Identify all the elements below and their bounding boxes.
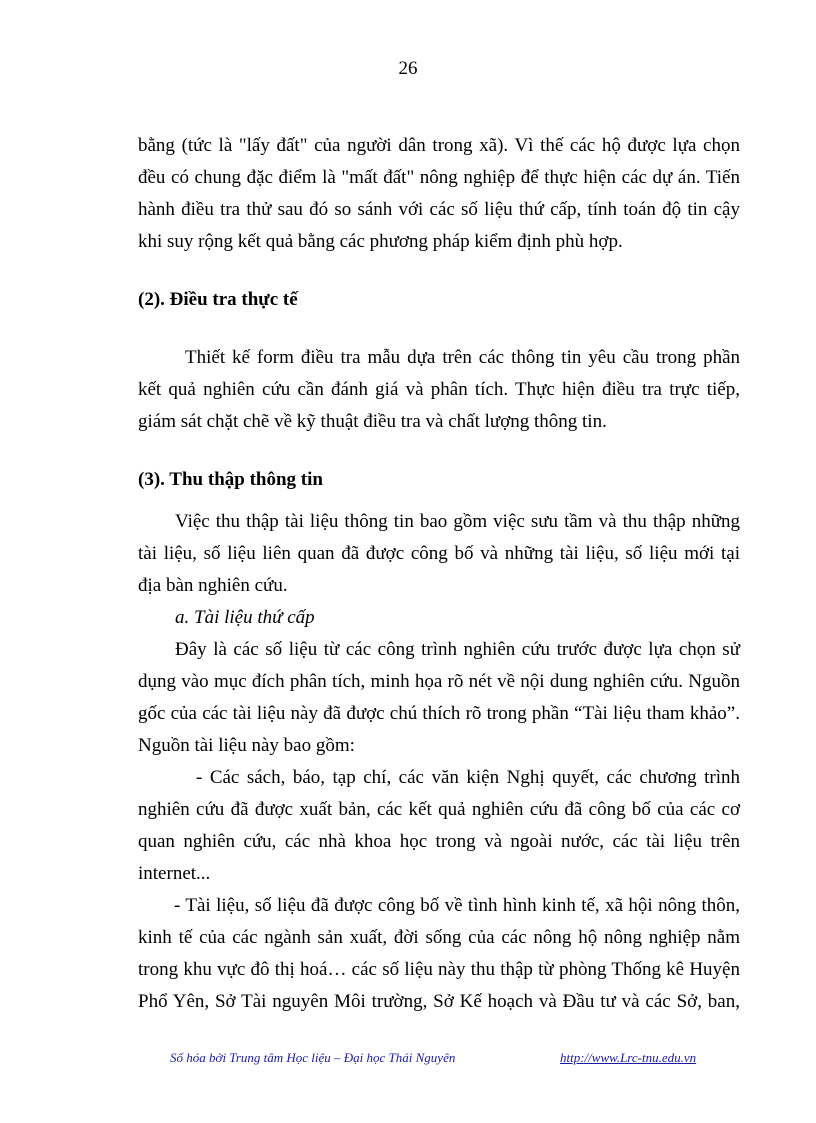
text-line: hành điều tra thử sau đó so sánh với các số liệu thứ cấp, tính toán độ tin cậy [138,199,740,220]
footer-link[interactable]: http://www.Lrc-tnu.edu.vn [560,1050,697,1065]
text-line: địa bàn nghiên cứu. [138,575,288,596]
text-line: Việc thu thập tài liệu thông tin bao gồm việc sưu tầm và thu thập những [175,511,740,532]
text-line: kinh tế của các ngành sản xuất, đời sống của các nông hộ nông nghiệp nằm [138,927,740,948]
text-line: - Các sách, báo, tạp chí, các văn kiện Nghị quyết, các chương trình [196,767,740,788]
text-line: trong khu vực đô thị hoá… các số liệu này thu thập từ phòng Thống kê Huyện [138,959,740,980]
section-heading-field-survey: (2). Điều tra thực tế [138,289,298,310]
footer-source: Số hóa bởi Trung tâm Học liệu – Đại học Thái Nguyên [170,1050,456,1065]
text-line: - Tài liệu, số liệu đã được công bố về tình hình kinh tế, xã hội nông thôn, [174,895,740,916]
section-heading-data-collection: (3). Thu thập thông tin [138,469,323,490]
text-line: đều có chung đặc điểm là "mất đất" nông nghiệp để thực hiện các dự án. Tiến [138,167,740,188]
text-line: Đây là các số liệu từ các công trình nghiên cứu trước được lựa chọn sử [175,639,740,660]
text-line: tài liệu, số liệu liên quan đã được công bố và những tài liệu, số liệu mới tại [138,543,740,564]
text-line: quan nghiên cứu, các nhà khoa học trong và ngoài nước, các tài liệu trên [138,831,740,852]
text-line: giám sát chặt chẽ về kỹ thuật điều tra và chất lượng thông tin. [138,411,607,432]
page-number: 26 [398,58,418,79]
text-line: internet... [138,863,211,884]
text-line: Thiết kế form điều tra mẫu dựa trên các thông tin yêu cầu trong phần [185,347,740,368]
text-line: Nguồn tài liệu này bao gồm: [138,735,355,756]
text-line: nghiên cứu đã được xuất bản, các kết quả nghiên cứu đã công bố của các cơ [138,799,740,820]
text-line: kết quả nghiên cứu cần đánh giá và phân tích. Thực hiện điều tra trực tiếp, [138,379,740,400]
text-line: khi suy rộng kết quả bằng các phương pháp kiểm định phù hợp. [138,231,623,252]
subheading-secondary-data: a. Tài liệu thứ cấp [175,607,315,628]
text-line: dụng vào mục đích phân tích, minh họa rõ nét về nội dung nghiên cứu. Nguồn [138,671,740,692]
text-line: Phổ Yên, Sở Tài nguyên Môi trường, Sở Kế hoạch và Đầu tư và các Sở, ban, [138,991,740,1012]
text-line: bằng (tức là "lấy đất" của người dân trong xã). Vì thế các hộ được lựa chọn [138,135,740,156]
text-line: gốc của các tài liệu này đã được chú thích rõ trong phần “Tài liệu tham khảo”. [138,703,740,724]
body-text [138,130,740,1018]
